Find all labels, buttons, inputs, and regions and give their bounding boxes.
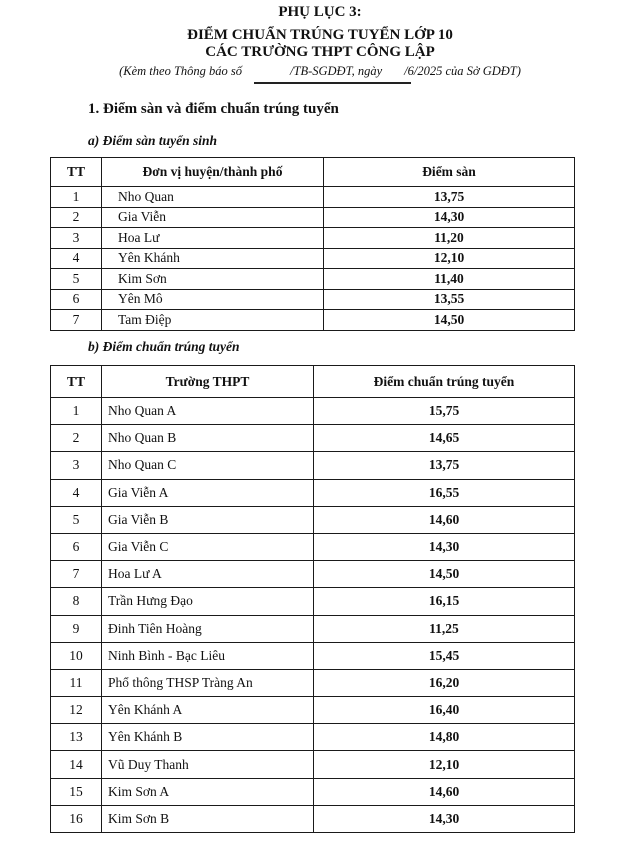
document-reference xyxy=(0,64,640,79)
floor-score-table xyxy=(50,157,575,331)
table-row xyxy=(51,228,575,249)
table-row xyxy=(51,207,575,228)
row-name: Hoa Lư xyxy=(102,228,324,249)
table-row xyxy=(51,561,575,588)
row-score: 14,50 xyxy=(324,310,575,331)
row-name: Trần Hưng Đạo xyxy=(102,588,314,615)
table-row xyxy=(51,724,575,751)
row-name: Vũ Duy Thanh xyxy=(102,751,314,778)
table-row xyxy=(51,805,575,832)
row-number: 7 xyxy=(51,310,102,331)
row-number: 10 xyxy=(51,642,102,669)
title-line-2: CÁC TRƯỜNG THPT CÔNG LẬP xyxy=(205,44,435,60)
row-name: Gia Viễn A xyxy=(102,479,314,506)
row-name: Đinh Tiên Hoàng xyxy=(102,615,314,642)
row-score: 16,55 xyxy=(314,479,575,506)
row-name: Kim Sơn A xyxy=(102,778,314,805)
row-score: 14,60 xyxy=(314,778,575,805)
row-number: 13 xyxy=(51,724,102,751)
row-name: Nho Quan B xyxy=(102,425,314,452)
row-score: 14,80 xyxy=(314,724,575,751)
row-name: Gia Viễn C xyxy=(102,533,314,560)
row-number: 5 xyxy=(51,269,102,290)
row-number: 2 xyxy=(51,425,102,452)
column-header-tt: TT xyxy=(51,366,102,398)
row-name: Yên Khánh B xyxy=(102,724,314,751)
table-row xyxy=(51,452,575,479)
row-name: Yên Khánh xyxy=(102,248,324,269)
row-number: 7 xyxy=(51,561,102,588)
column-header-floor-score: Điểm sàn xyxy=(324,158,575,187)
table-row xyxy=(51,697,575,724)
row-number: 5 xyxy=(51,506,102,533)
row-score: 11,40 xyxy=(324,269,575,290)
row-name: Hoa Lư A xyxy=(102,561,314,588)
row-score: 11,25 xyxy=(314,615,575,642)
row-score: 14,30 xyxy=(314,805,575,832)
column-header-district: Đơn vị huyện/thành phố xyxy=(102,158,324,187)
row-name: Nho Quan xyxy=(102,187,324,208)
table-row xyxy=(51,248,575,269)
table-row xyxy=(51,289,575,310)
row-score: 12,10 xyxy=(324,248,575,269)
row-number: 15 xyxy=(51,778,102,805)
row-name: Kim Sơn xyxy=(102,269,324,290)
row-name: Yên Khánh A xyxy=(102,697,314,724)
row-score: 14,30 xyxy=(324,207,575,228)
table-header-row xyxy=(51,366,575,398)
reference-underline xyxy=(254,82,411,84)
table-row xyxy=(51,615,575,642)
row-name: Gia Viễn xyxy=(102,207,324,228)
row-name: Nho Quan C xyxy=(102,452,314,479)
row-name: Tam Điệp xyxy=(102,310,324,331)
table-row xyxy=(51,187,575,208)
appendix-heading: PHỤ LỤC 3: xyxy=(278,4,362,20)
row-number: 1 xyxy=(51,187,102,208)
row-name: Phổ thông THSP Tràng An xyxy=(102,669,314,696)
table-row xyxy=(51,310,575,331)
row-number: 9 xyxy=(51,615,102,642)
admission-score-table xyxy=(50,365,575,833)
table-row xyxy=(51,479,575,506)
row-number: 3 xyxy=(51,452,102,479)
table-row xyxy=(51,751,575,778)
column-header-tt: TT xyxy=(51,158,102,187)
row-score: 15,75 xyxy=(314,398,575,425)
row-number: 3 xyxy=(51,228,102,249)
row-score: 14,30 xyxy=(314,533,575,560)
table-row xyxy=(51,425,575,452)
row-number: 14 xyxy=(51,751,102,778)
reference-part-2: /TB-SGDĐT, ngày xyxy=(290,64,383,78)
row-score: 13,55 xyxy=(324,289,575,310)
table-row xyxy=(51,778,575,805)
row-score: 15,45 xyxy=(314,642,575,669)
row-name: Gia Viễn B xyxy=(102,506,314,533)
table-row xyxy=(51,506,575,533)
row-number: 6 xyxy=(51,289,102,310)
section-b-title: b) Điểm chuẩn trúng tuyển xyxy=(88,339,240,354)
row-score: 11,20 xyxy=(324,228,575,249)
table-row xyxy=(51,398,575,425)
row-score: 13,75 xyxy=(324,187,575,208)
row-number: 1 xyxy=(51,398,102,425)
row-number: 11 xyxy=(51,669,102,696)
row-number: 12 xyxy=(51,697,102,724)
section-1-title: 1. Điểm sàn và điểm chuẩn trúng tuyển xyxy=(88,101,339,117)
reference-part-1: (Kèm theo Thông báo số xyxy=(119,64,243,78)
column-header-school: Trường THPT xyxy=(102,366,314,398)
row-number: 2 xyxy=(51,207,102,228)
section-a-title: a) Điểm sàn tuyển sinh xyxy=(88,133,218,148)
row-name: Kim Sơn B xyxy=(102,805,314,832)
row-score: 14,65 xyxy=(314,425,575,452)
row-number: 16 xyxy=(51,805,102,832)
row-name: Yên Mô xyxy=(102,289,324,310)
table-row xyxy=(51,642,575,669)
table-row xyxy=(51,669,575,696)
row-number: 4 xyxy=(51,479,102,506)
row-number: 8 xyxy=(51,588,102,615)
document-title xyxy=(0,27,640,61)
row-score: 16,20 xyxy=(314,669,575,696)
table-row xyxy=(51,269,575,290)
row-score: 14,60 xyxy=(314,506,575,533)
reference-part-3: /6/2025 của Sở GDĐT) xyxy=(404,64,521,78)
row-score: 12,10 xyxy=(314,751,575,778)
table-row xyxy=(51,533,575,560)
row-name: Ninh Bình - Bạc Liêu xyxy=(102,642,314,669)
row-score: 14,50 xyxy=(314,561,575,588)
row-number: 4 xyxy=(51,248,102,269)
row-score: 16,15 xyxy=(314,588,575,615)
row-number: 6 xyxy=(51,533,102,560)
row-score: 13,75 xyxy=(314,452,575,479)
column-header-admission-score: Điểm chuẩn trúng tuyển xyxy=(314,366,575,398)
row-name: Nho Quan A xyxy=(102,398,314,425)
table-row xyxy=(51,588,575,615)
row-score: 16,40 xyxy=(314,697,575,724)
title-line-1: ĐIỂM CHUẨN TRÚNG TUYỂN LỚP 10 xyxy=(187,27,453,43)
table-header-row xyxy=(51,158,575,187)
